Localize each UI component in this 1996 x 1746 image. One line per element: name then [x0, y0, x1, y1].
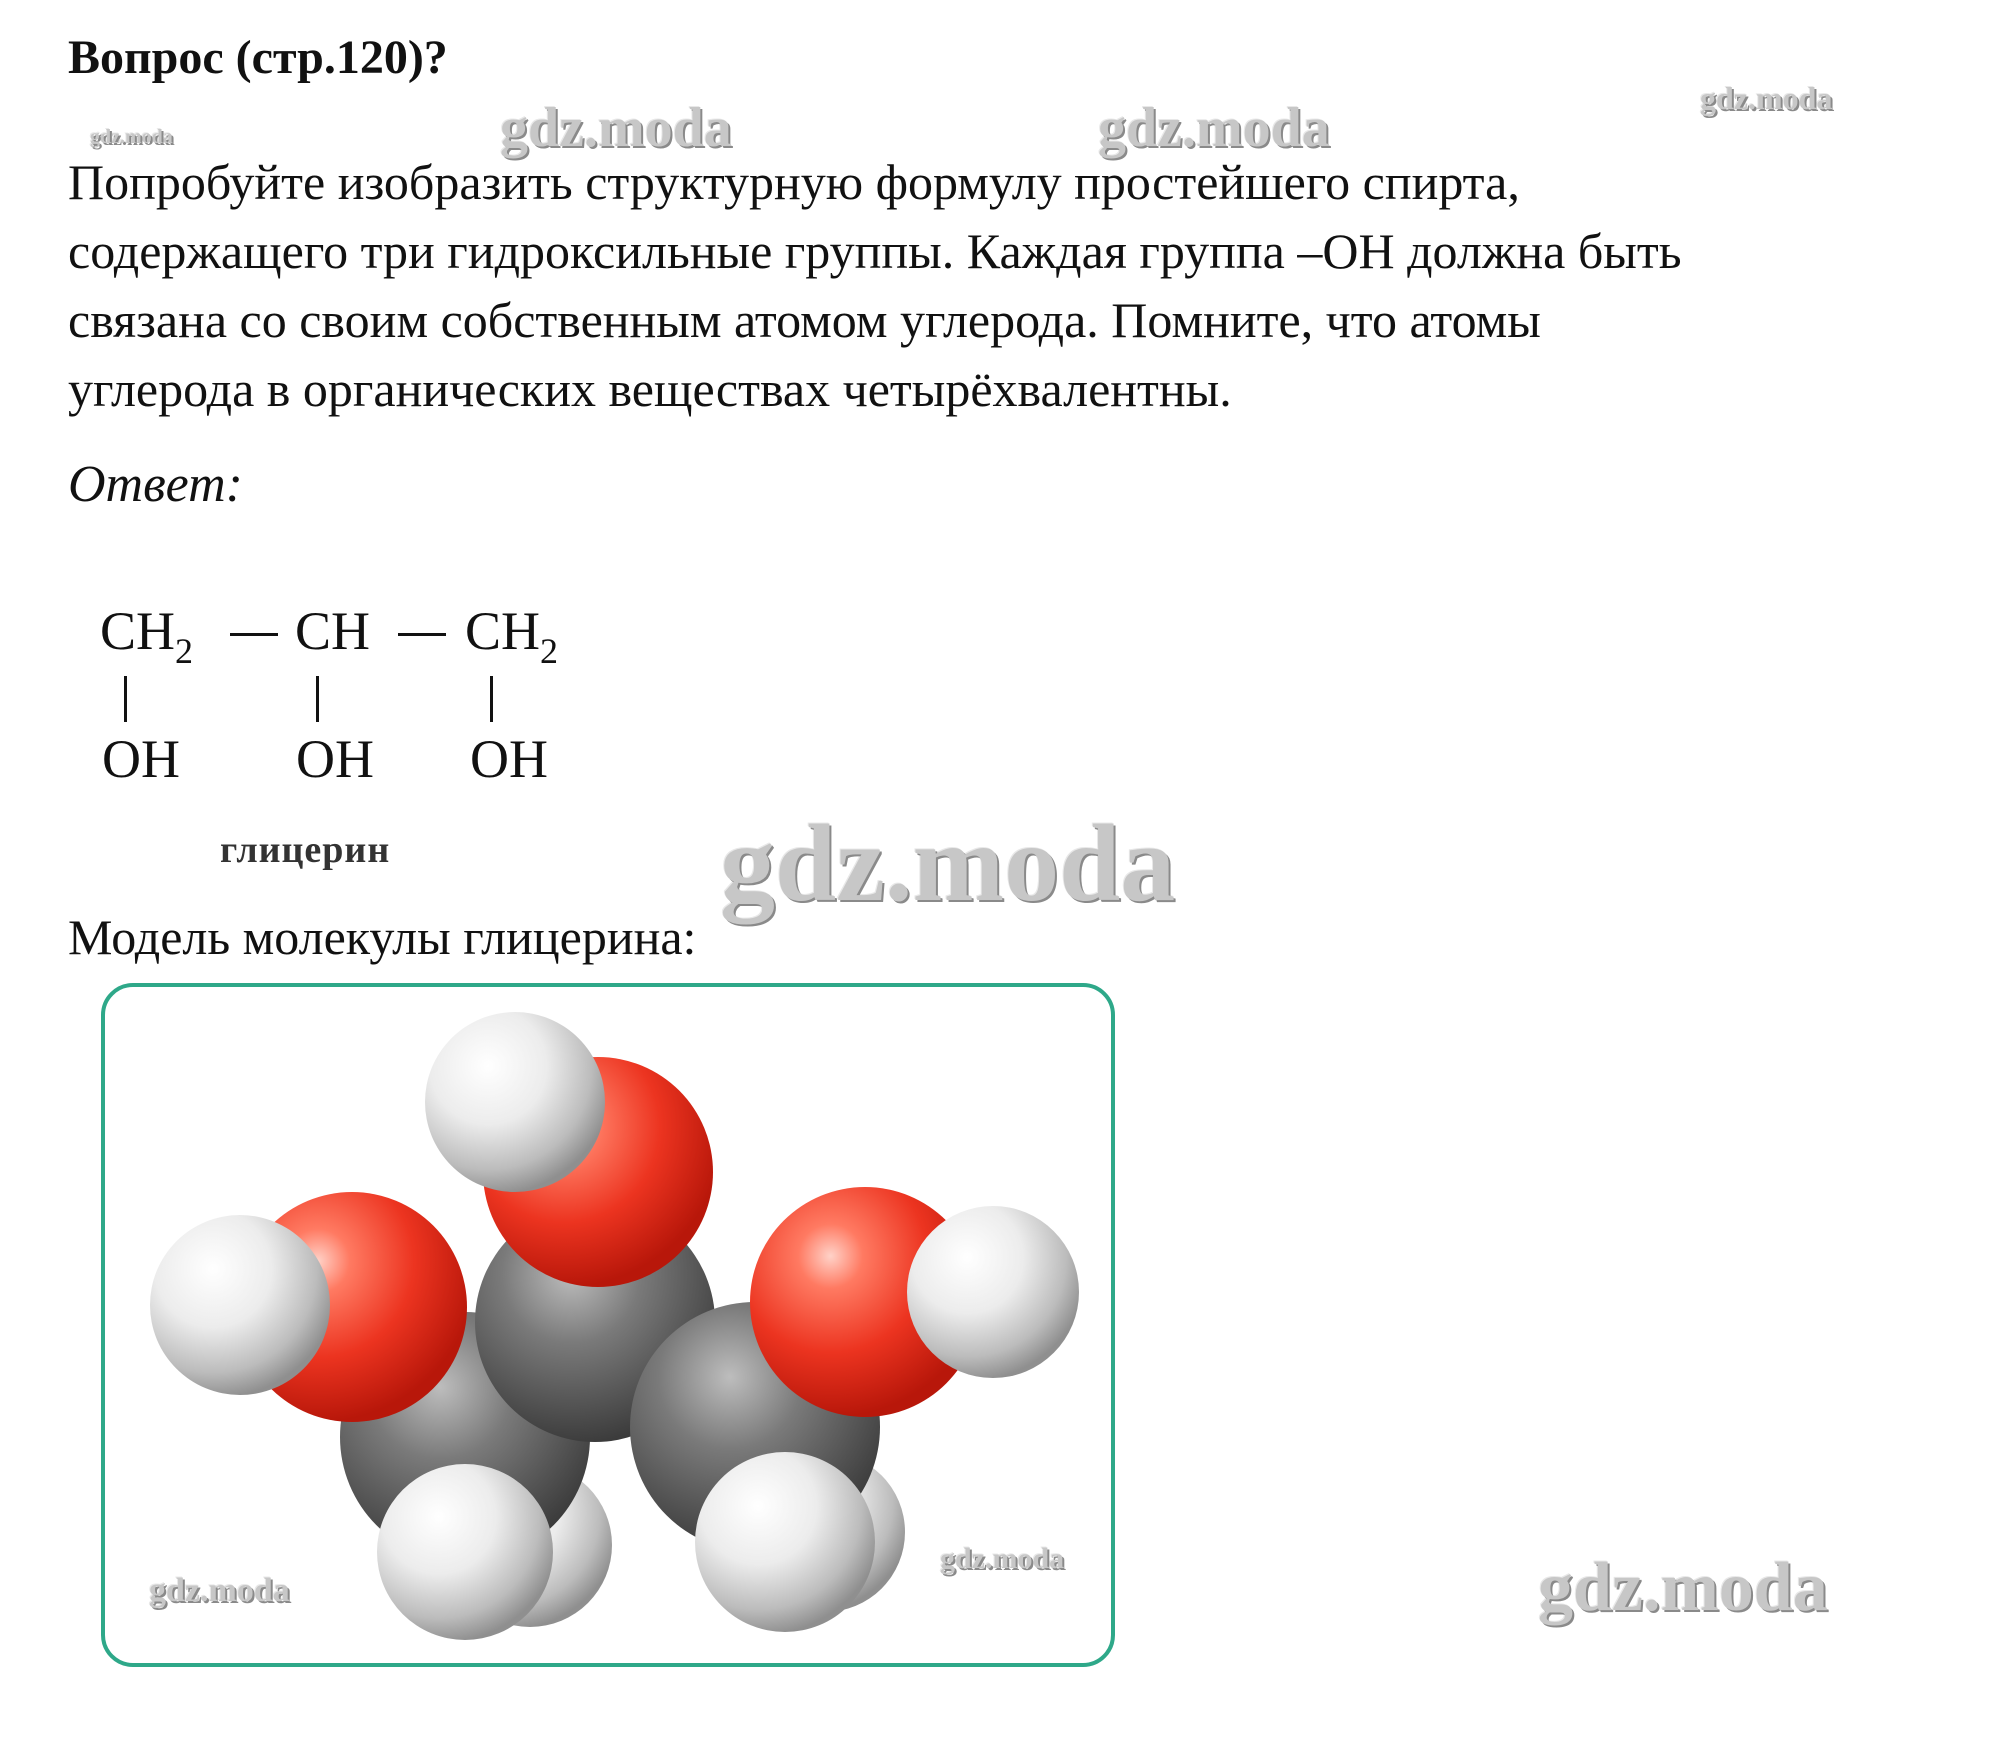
question-text	[68, 148, 1968, 424]
watermark: gdz.moda	[720, 802, 1176, 924]
formula-group-3: $CH_2$	[465, 601, 559, 671]
watermark: gdz.moda	[1538, 1549, 1828, 1626]
hydrogen-atom	[695, 1452, 875, 1632]
hydroxyl-3: OH	[470, 729, 548, 789]
molecule-model-frame	[101, 983, 1115, 1667]
formula-group-2: CH	[295, 601, 371, 661]
watermark: gdz.moda	[940, 1542, 1065, 1575]
hydroxyl-1: OH	[102, 729, 180, 789]
bond-c2-oh	[316, 676, 319, 722]
hydrogen-atom	[150, 1215, 330, 1395]
bond-c1-oh	[124, 676, 127, 722]
formula-group-1: $CH_2$	[100, 601, 194, 671]
hydrogen-atom	[907, 1206, 1079, 1378]
compound-name: глицерин	[220, 829, 391, 871]
watermark: gdz.moda	[149, 1572, 290, 1609]
watermark: gdz.moda	[1098, 97, 1330, 159]
page-title: Вопрос (стр.120)?	[68, 31, 448, 84]
hydrogen-atom	[377, 1464, 553, 1640]
question-line: углерода в органических веществах четырёхвалентны.	[68, 361, 1232, 417]
answer-label: Ответ:	[68, 456, 243, 513]
question-line: Попробуйте изобразить структурную формулу простейшего спирта,	[68, 154, 1520, 210]
hydroxyl-2: OH	[296, 729, 374, 789]
hydrogen-atom	[425, 1012, 605, 1192]
watermark: gdz.moda	[500, 97, 732, 159]
watermark: gdz.moda	[1700, 80, 1833, 116]
watermark: gdz.moda	[90, 126, 173, 148]
bond-c3-oh	[490, 676, 493, 722]
question-line: связана со своим собственным атомом углерода. Помните, что атомы	[68, 292, 1541, 348]
bond-1-2	[230, 633, 278, 636]
model-caption: Модель молекулы глицерина:	[68, 909, 697, 965]
bond-2-3	[398, 633, 446, 636]
structural-formula	[100, 600, 620, 870]
question-line: содержащего три гидроксильные группы. Каждая группа –ОН должна быть	[68, 223, 1682, 279]
